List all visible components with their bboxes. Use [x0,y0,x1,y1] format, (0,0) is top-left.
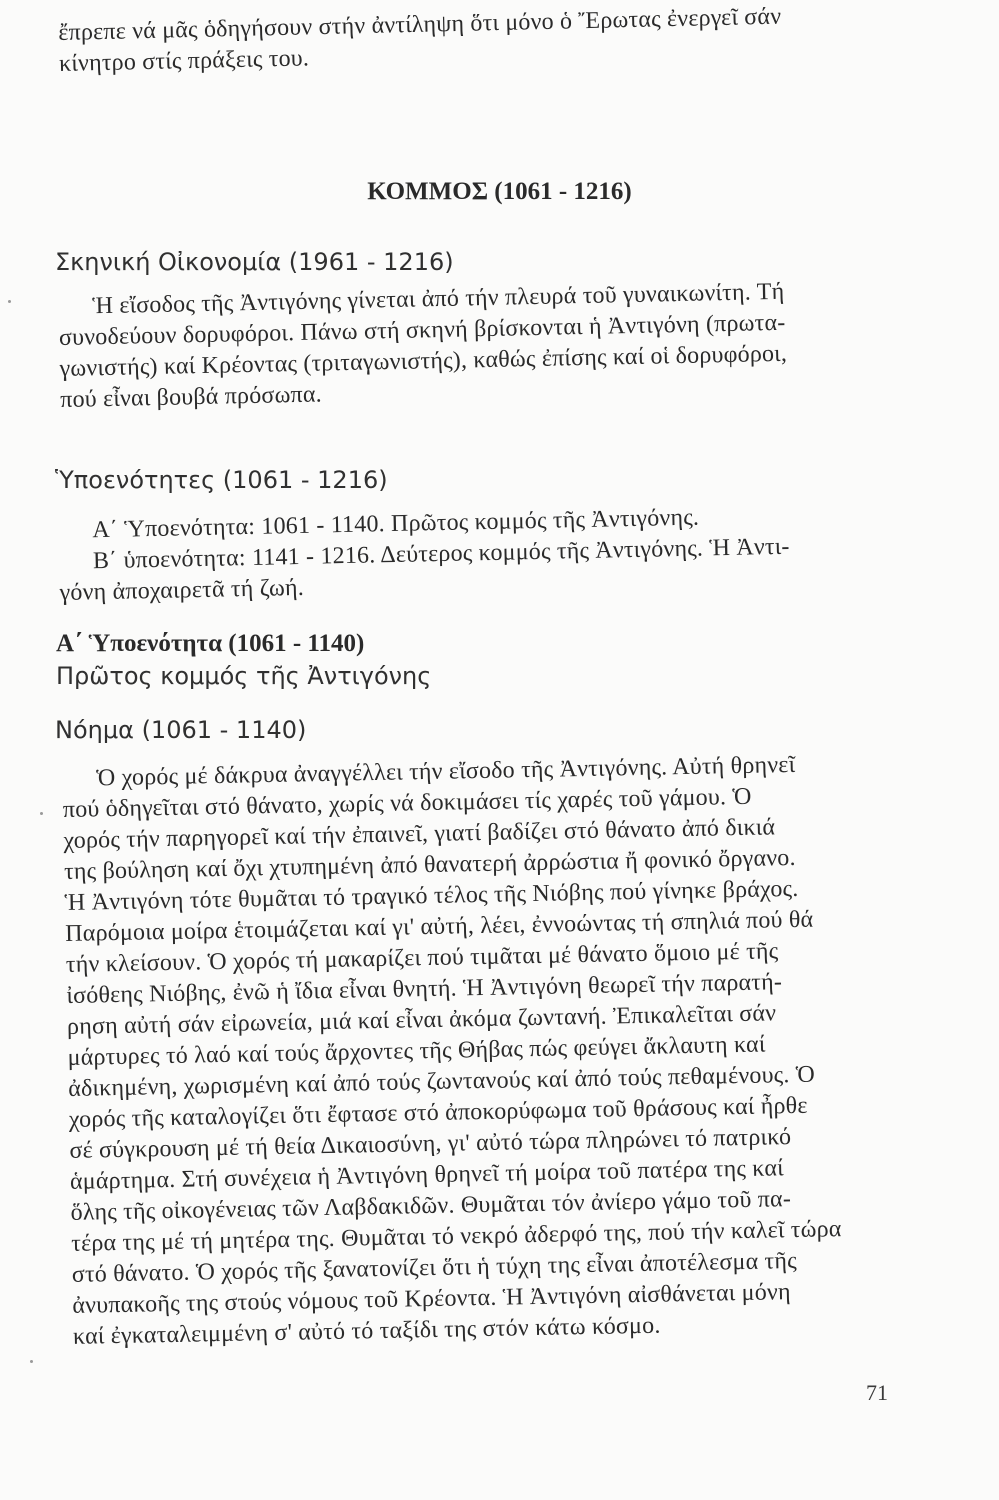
ypoenotites-paragraph [58,498,920,609]
skeniki-line: συνοδεύουν δορυφόροι. Πάνω στή σκηνή βρίσκονται ἡ Ἀντιγόνη (πρωτα- [58,309,786,351]
ypoenotites-line: Β΄ ὑποενότητα: 1141 - 1216. Δεύτερος κομμός τῆς Ἀντιγόνης. Ἡ Ἀντι- [92,533,790,575]
skeniki-line: πού εἶναι βουβά πρόσωπα. [59,381,323,413]
noima-line: μάρτυρες τό λαό καί τούς ἄρχοντες τῆς Θήβας πώς φεύγει ἄκλαυτη καί [67,1031,766,1071]
noima-line: πού ὁδηγεῖται στό θάνατο, χωρίς νά δοκιμάσει τίς χαρές τοῦ γάμου. Ὁ [62,783,752,823]
noima-line: ὅλης τῆς οἰκογένειας τῶν Λαβδακιδῶν. Θυμᾶται τόν ἀνίερο γάμο τοῦ πα- [70,1186,792,1226]
skeniki-line: Ἡ εἴσοδος τῆς Ἀντιγόνης γίνεται ἀπό τήν πλευρά τοῦ γυναικωνίτη. Τή [92,278,785,320]
scan-speck [40,812,43,815]
scan-speck [8,300,11,303]
noima-line: Ἡ Ἀντιγόνη τότε θυμᾶται τό τραγικό τέλος τῆς Νιόβης πού γίνηκε βράχος. [64,875,799,916]
ypoenotites-line: Α΄ Ὑποενότητα: 1061 - 1140. Πρῶτος κομμός τῆς Ἀντιγόνης. [92,504,700,544]
noima-line: ἀδικημένη, χωρισμένη καί ἀπό τούς ζωντανούς καί ἀπό τούς πεθαμένους. Ὁ [67,1061,816,1102]
noima-heading: Νόημα (1061 - 1140) [55,716,307,744]
skeniki-paragraph [58,274,930,416]
noima-line: Παρόμοια μοίρα ἑτοιμάζεται καί γι' αὐτή, λέει, ἐννοώντας τή σπηλιά πού θά [65,906,814,947]
skeniki-line: γωνιστής) καί Κρέοντας (τριταγωνιστής), καθώς ἐπίσης καί οἱ δορυφόροι, [59,340,788,382]
ypoenotites-heading: Ὑποενότητες (1061 - 1216) [55,466,388,494]
noima-line: ἰσόθεης Νιόβης, ἐνῶ ἡ ἴδια εἶναι θνητή. Ἡ Ἀντιγόνη θεωρεῖ τήν παρατή- [66,969,783,1009]
section-a-heading: Α΄ Ὑποενότητα (1061 - 1140) [56,630,365,657]
noima-line: ἀνυπακοῆς της στούς νόμους τοῦ Κρέοντα. Ἡ Ἀντιγόνη αἰσθάνεται μόνη [72,1279,791,1319]
page-number: 71 [866,1380,888,1405]
noima-line: χορός τήν παρηγορεῖ καί τήν ἐπαινεῖ, γιατί βαδίζει στό θάνατο ἀπό δικιά [63,814,776,854]
intro-paragraph [58,0,919,80]
noima-line: σέ σύγκρουση μέ τή θεία Δικαιοσύνη, γι' αὐτό τώρα πληρώνει τό πατρικό [69,1124,792,1164]
noima-line: ἁμάρτημα. Στή συνέχεια ἡ Ἀντιγόνη θρηνεῖ τή μοίρα τοῦ πατέρα της καί [69,1155,785,1195]
noima-line: Ὁ χορός μέ δάκρυα ἀναγγέλλει τήν εἴσοδο τῆς Ἀντιγόνης. Αὐτή θρηνεῖ [96,751,796,792]
intro-line: κίνητρο στίς πράξεις του. [58,45,310,77]
skeniki-heading: Σκηνική Οἰκονομία (1961 - 1216) [55,248,454,276]
ypoenotites-line: γόνη ἀποχαιρετᾶ τή ζωή. [59,574,305,606]
scan-speck [30,1360,33,1363]
section-a-subheading: Πρῶτος κομμός τῆς Ἀντιγόνης [56,662,432,690]
noima-line: χορός τῆς καταλογίζει ὅτι ἔφτασε στό ἀποκορύφωμα τοῦ θράσους καί ἦρθε [68,1092,808,1133]
noima-line: της βούληση καί ὄχι χτυπημένη ἀπό θανατερή ἀρρώστια ἤ φονικό ὄργανο. [63,844,796,885]
noima-line: ρηση αὐτή σάν εἰρωνεία, μιά καί εἶναι ἀκόμα ζωντανή. Ἐπικαλεῖται σάν [66,1000,777,1040]
noima-line: τήν κλείσουν. Ὁ χορός τή μακαρίζει πού τιμᾶται μέ θάνατο ὅμοιο μέ τῆς [65,938,779,978]
noima-line: τέρα της μέ τή μητέρα της. Θυμᾶται τό νεκρό ἀδερφό της, πού τήν καλεῖ τώρα [70,1216,842,1257]
intro-line: ἔπρεπε νά μᾶς ὁδηγήσουν στήν ἀντίληψη ὅτι μόνο ὁ Ἔρωτας ἐνεργεῖ σάν [58,3,782,46]
kommos-title: ΚΟΜΜΟΣ (1061 - 1216) [367,178,632,205]
noima-line: καί ἐγκαταλειμμένη σ' αὐτό τό ταξίδι της στόν κάτω κόσμο. [72,1312,661,1350]
noima-paragraph [62,747,943,1353]
noima-line: στό θάνατο. Ὁ χορός τῆς ξανατονίζει ὅτι ἡ τύχη της εἶναι ἀποτέλεσμα τῆς [71,1247,798,1288]
